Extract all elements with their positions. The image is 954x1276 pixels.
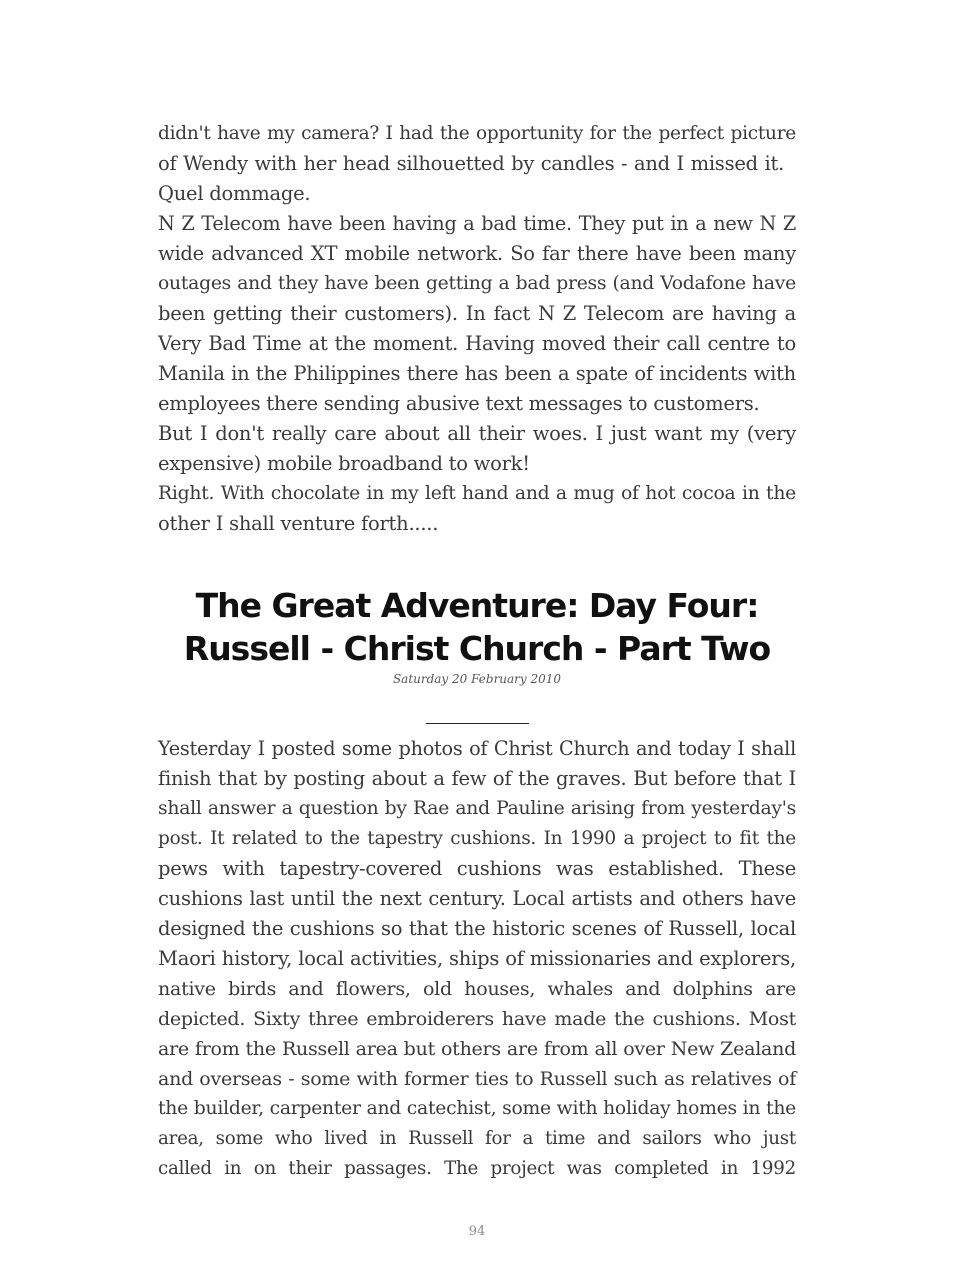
text-line: of Wendy with her head silhouetted by candles - and I missed it.: [158, 152, 784, 175]
text-line: But I don't really care about all their woes. I just want my (very: [158, 422, 796, 445]
text-line: called in on their passages. The project was completed in 1992: [158, 1158, 796, 1179]
page-number: 94: [468, 1224, 486, 1239]
post-title-line-1: The Great Adventure: Day Four:: [195, 586, 759, 625]
text-line: didn't have my camera? I had the opportunity for the perfect picture: [158, 123, 796, 144]
text-line: Maori history, local activities, ships of missionaries and explorers,: [158, 947, 796, 970]
text-line: finish that by posting about a few of the graves. But before that I: [158, 767, 796, 790]
text-line: pews with tapestry-covered cushions was established. These: [158, 857, 796, 880]
text-line: Quel dommage.: [158, 182, 311, 205]
text-line: designed the cushions so that the historic scenes of Russell, local: [158, 917, 796, 940]
text-line: Very Bad Time at the moment. Having moved their call centre to: [158, 332, 796, 355]
text-line: are from the Russell area but others are from all over New Zealand: [158, 1038, 796, 1060]
text-line: post. It related to the tapestry cushions. In 1990 a project to fit the: [158, 828, 796, 849]
text-line: other I shall venture forth.....: [158, 512, 439, 535]
text-line: expensive) mobile broadband to work!: [158, 452, 530, 475]
text-line: area, some who lived in Russell for a time and sailors who just: [158, 1128, 796, 1149]
text-line: native birds and flowers, old houses, whales and dolphins are: [158, 978, 796, 1000]
continued-paragraphs: [158, 119, 796, 539]
text-line: been getting their customers). In fact N Z Telecom are having a: [158, 302, 796, 325]
section-divider: [426, 723, 529, 724]
text-line: and overseas - some with former ties to Russell such as relatives of: [158, 1068, 796, 1090]
text-line: shall answer a question by Rae and Pauline arising from yesterday's: [158, 798, 796, 819]
text-line: cushions last until the next century. Local artists and others have: [158, 887, 796, 910]
text-line: Right. With chocolate in my left hand and a mug of hot cocoa in the: [158, 483, 796, 504]
text-line: wide advanced XT mobile network. So far there have been many: [158, 242, 796, 265]
text-line: the builder, carpenter and catechist, some with holiday homes in the: [158, 1098, 796, 1119]
text-line: Manila in the Philippines there has been a spate of incidents with: [158, 362, 796, 385]
post-title-line-2: Russell - Christ Church - Part Two: [183, 629, 771, 668]
text-line: Yesterday I posted some photos of Christ Church and today I shall: [158, 737, 796, 760]
post-body: [158, 734, 796, 1184]
post-date: Saturday 20 February 2010: [392, 672, 562, 686]
text-line: outages and they have been getting a bad press (and Vodafone have: [158, 273, 796, 294]
text-line: depicted. Sixty three embroiderers have made the cushions. Most: [158, 1008, 796, 1030]
text-line: N Z Telecom have been having a bad time. They put in a new N Z: [158, 212, 796, 235]
text-line: employees there sending abusive text messages to customers.: [158, 392, 760, 415]
